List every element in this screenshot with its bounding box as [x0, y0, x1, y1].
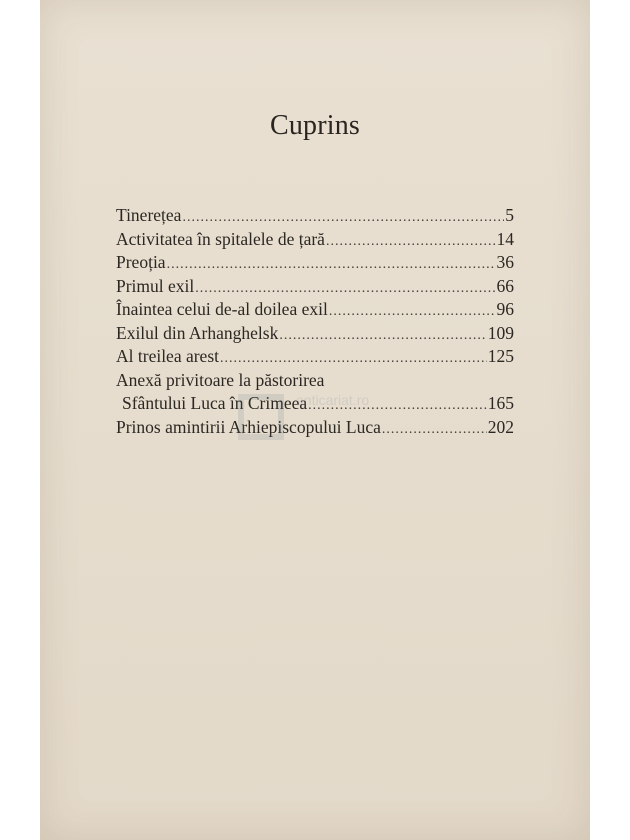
- toc-entry-page: 96: [496, 299, 514, 319]
- toc-entry-label: Primul exil: [116, 275, 195, 296]
- toc-entry-page: 125: [487, 346, 514, 366]
- toc-entry-label: Tinerețea: [116, 205, 182, 225]
- toc-leader-dots: [195, 281, 495, 297]
- toc-leader-dots: [182, 210, 504, 226]
- toc-entry-page: 66: [496, 275, 514, 296]
- watermark-text: anticariat.ro: [296, 392, 370, 408]
- watermark-logo-icon: [238, 394, 284, 440]
- toc-entry: [116, 346, 514, 370]
- toc-leader-dots: [279, 328, 486, 344]
- toc-entry: [116, 205, 514, 229]
- toc-leader-dots: [329, 304, 496, 320]
- toc-entry-label: Sfântului Luca în Crimeea: [122, 393, 308, 413]
- toc-entry-page: 36: [496, 252, 514, 272]
- toc-entry-label: Al treilea arest: [116, 346, 220, 366]
- toc-entry-label: Anexă privitoare la păstorirea: [116, 369, 325, 390]
- toc-leader-dots: [326, 234, 496, 250]
- toc-entry-page: 165: [487, 393, 514, 413]
- toc-entry-label: Prinos amintirii Arhiepiscopului Luca: [116, 416, 381, 437]
- book-page: [40, 0, 590, 840]
- toc-leader-dots: [220, 351, 487, 367]
- watermark: [230, 382, 390, 452]
- toc-entry-page: 109: [487, 322, 514, 343]
- toc-entry-label: Preoția: [116, 252, 166, 272]
- toc-entry-label: Exilul din Arhanghelsk: [116, 322, 279, 343]
- toc-leader-dots: [382, 422, 487, 438]
- toc-entry: [116, 252, 514, 276]
- toc-entry: [116, 229, 514, 253]
- toc-entry: [116, 276, 514, 300]
- toc-entry-label: Activitatea în spitalele de țară: [116, 228, 325, 249]
- toc-entry: [116, 299, 514, 323]
- toc-entry: [116, 323, 514, 347]
- page-title: Cuprins: [269, 110, 361, 141]
- toc-entry-label: Înaintea celui de-al doilea exil: [116, 299, 328, 319]
- toc-entry-page: 5: [505, 205, 514, 225]
- toc-entry-page: 202: [487, 416, 514, 437]
- toc-entry-page: 14: [496, 228, 514, 249]
- toc-leader-dots: [167, 257, 496, 273]
